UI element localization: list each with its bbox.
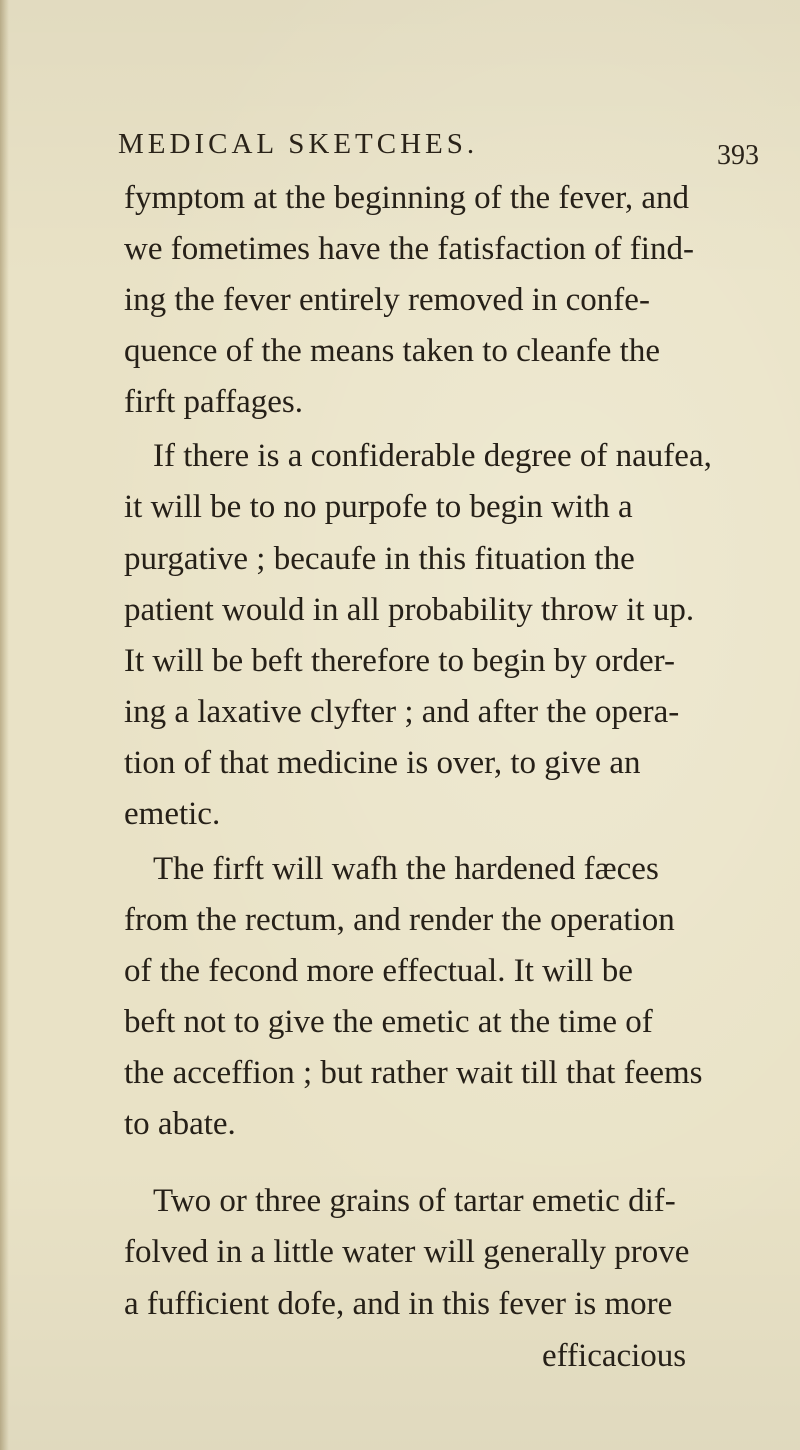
text-line: ing the fever entirely removed in confe- [124,282,650,318]
text-line: ing a laxative clyfter ; and after the opera- [124,694,680,730]
text-line: The firft will wafh the hardened fæces [153,851,659,887]
text-line: from the rectum, and render the operation [124,902,675,938]
text-line: a fufficient dofe, and in this fever is more [124,1286,673,1322]
text-line: It will be beft therefore to begin by order- [124,643,675,679]
text-line: it will be to no purpofe to begin with a [124,489,633,525]
text-line: folved in a little water will generally prove [124,1234,690,1270]
text-line: tion of that medicine is over, to give an [124,745,641,781]
text-line: we fometimes have the fatisfaction of find- [124,231,694,267]
running-head: MEDICAL SKETCHES. [118,128,479,160]
text-line: If there is a confiderable degree of naufea, [153,438,712,474]
text-line: purgative ; becaufe in this fituation the [124,541,635,577]
text-line: beft not to give the emetic at the time of [124,1004,653,1040]
text-line: quence of the means taken to cleanfe the [124,333,660,369]
text-line: emetic. [124,796,221,832]
text-line: fymptom at the beginning of the fever, and [124,180,690,216]
text-line: the acceffion ; but rather wait till that feems [124,1055,703,1091]
text-line: patient would in all probability throw it up. [124,592,695,628]
page-number: 393 [717,140,759,171]
catchword: efficacious [542,1338,687,1374]
text-line: of the fecond more effectual. It will be [124,953,633,989]
text-line: firft paffages. [124,384,303,420]
text-line: Two or three grains of tartar emetic dif- [153,1183,676,1219]
text-line: to abate. [124,1106,236,1142]
